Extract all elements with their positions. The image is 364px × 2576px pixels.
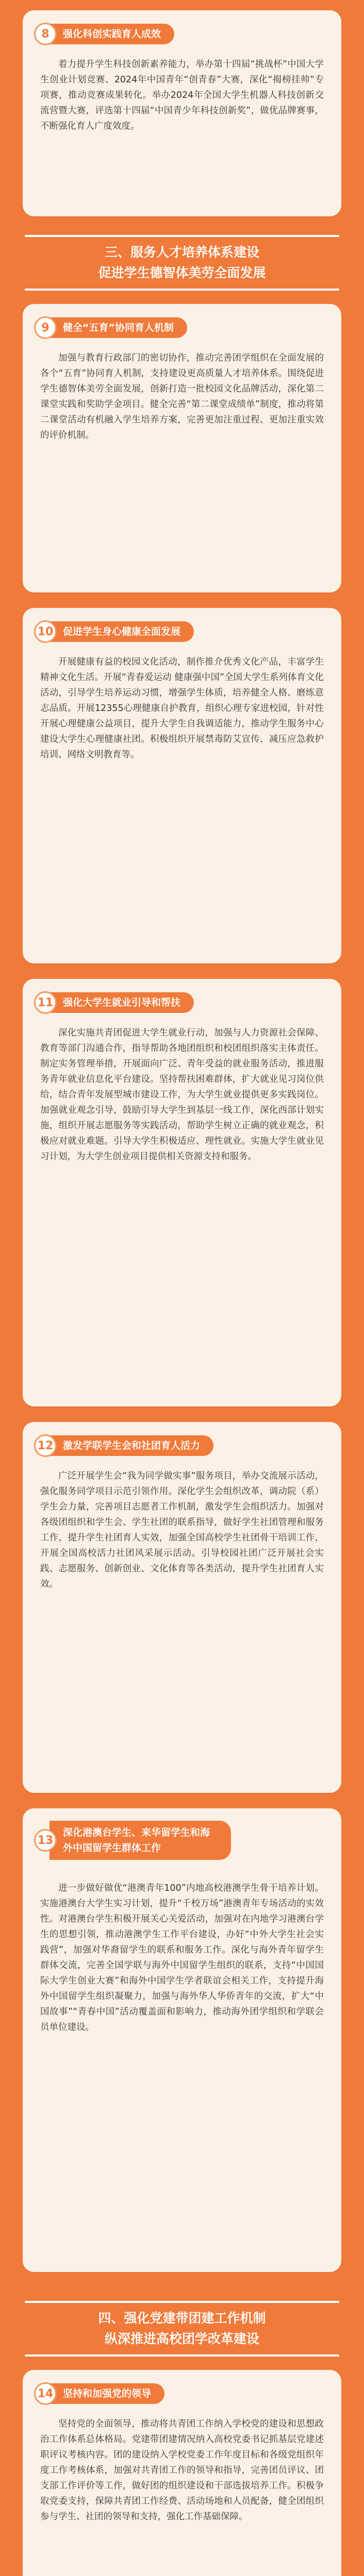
item-title: 促进学生身心健康全面发展 <box>49 621 194 642</box>
item-number-badge: 14 <box>34 2382 57 2405</box>
item-number-badge: 13 <box>34 1829 57 1852</box>
section-header-3 <box>25 242 339 283</box>
item-card-11 <box>23 979 341 1406</box>
item-text: 深化实施共青团促进大学生就业行动，加强与人力资源社会保障、教育等部门沟通合作，指导帮助各地团组织和校团组织落实主体责任。制定实务管理举措，开展面向广泛、青年受益的就业服务活动，推进服务青年就业信息化平台建设。坚持帮扶困难群体，扩大就业见习岗位供给，结合青年发展型城市建设工作，为大学生就业提供更多实践岗位。加强就业观念引导，鼓励引导大学生到基层一线工作，深化西部计划实施，组织开展志愿服务等实践活动，帮助学生树立正确的就业观念，积极应对就业难题。引导大学生积极适应、理性就业。实施大学生就业见习计划，为大学生创业项目提供相关资源支持和服务。 <box>40 1028 324 1162</box>
section-header-4 <box>25 2308 339 2349</box>
section-title-line2: 促进学生德智体美劳全面发展 <box>98 265 266 280</box>
item-card-10 <box>23 608 341 963</box>
item-card-8 <box>23 10 341 216</box>
section-divider <box>25 289 339 291</box>
item-title: 激发学联学生会和社团育人活力 <box>49 1435 213 1456</box>
item-card-14 <box>23 2370 341 2576</box>
item-number-badge: 9 <box>34 316 57 339</box>
item-text: 加强与教育行政部门的密切协作，推动完善团学组织在全面发展的各个“五育”协同育人机制，支持建设更高质量人才培养体系。围绕促进学生德智体美劳全面发展，创新打造一批校园文化品牌活动，深化第二课堂实践和奖助学金项目。健全完善“第二课堂成绩单”制度，推动将第二课堂活动有机融入学生培养方案，完善更加注重过程、更加注重实效的评价机制。 <box>40 353 324 440</box>
section-divider <box>25 235 339 237</box>
item-header <box>34 620 194 643</box>
item-title: 深化港澳台学生、来华留学生和海外中国留学生群体工作 <box>49 1821 231 1860</box>
item-number-badge: 11 <box>34 991 57 1014</box>
item-header <box>34 316 187 339</box>
item-text: 开展健康有益的校园文化活动，制作推介优秀文化产品，丰富学生精神文化生活。开展“青春爱运动 健康强中国”全国大学生系列体育文化活动，引导学生培养运动习惯，增强学生体质，培养健全人格、磨练意志品质。开展12355心理健康自护教育，组织心理专家进校园，针对性开展心理健康公益项目，提升大学生自我调适能力，推动学生服务中心建设大学生心理健康社团。积极组织开展禁毒防艾宣传、减压应急救护培训、网络文明教育等。 <box>40 657 324 760</box>
item-text: 着力提升学生科技创新素养能力，举办第十四届“挑战杯”中国大学生创业计划竞赛、2024年中国青年“创青春”大赛，深化“揭榜挂帅”专项赛，推动竞赛成果转化。举办2024年全国大学生机器人科技创新交流营暨大赛，评选第十四届“中国青少年科技创新奖”，做优品牌赛事，不断强化育人广度效度。 <box>40 59 324 131</box>
item-number-badge: 10 <box>34 620 57 643</box>
item-header <box>34 991 194 1014</box>
item-header <box>34 1434 213 1457</box>
section-divider <box>25 2301 339 2303</box>
item-text: 进一步做好做优“港澳青年100”内地高校港澳学生骨干培养计划。实施港澳台大学生实习计划，提升“千校万场”港澳青年专场活动的实效性。对港澳台学生积极开展关心关爱活动，加强对在内地学习港澳台学生的思想引领，推动港澳学生工作平台建设，办好“中外大学生社会实践营”，加强对华裔留学生的联系和服务工作。深化与海外青年留学生群体交流，完善全国学联与海外中国留学生组织的联系，支持“中国国际大学生创业大赛”和海外中国学生学者联谊会相关工作，支持提升海外中国留学生组织凝聚力，加强与海外华人华侨青年的交流，扩大“中国故事”“青春中国”活动覆盖面和影响力，推动海外团学组织和学联会员单位建设。 <box>40 1883 324 2032</box>
item-number-badge: 8 <box>34 23 57 45</box>
section-title-line1: 四、强化党建带团建工作机制 <box>98 2311 266 2326</box>
item-header <box>34 1821 231 1860</box>
item-title: 健全“五育”协同育人机制 <box>49 317 187 338</box>
item-text: 广泛开展学生会“我为同学做实事”服务项目，举办交流展示活动，强化服务同学项目示范引领作用。深化学生会组织改革，调动院（系）学生会力量，完善项目志愿者工作机制，激发学生会组织活力。加强对各级团组织和学生会、学生社团的联系指导，做好学生社团管理和服务工作，提升学生社团育人实效，加强全国高校学生社团骨干培训工作，开展全国高校活力社团风采展示活动。引导校园社团广泛开展社会实践、志愿服务、创新创业、文化体育等各类活动，提升学生社团育人实效。 <box>40 1471 324 1589</box>
item-text: 坚持党的全面领导，推动将共青团工作纳入学校党的建设和思想政治工作体系总体格局。党建带团建情况纳入高校党委书记抓基层党建述职评议考核内容。团的建设纳入学校党委工作年度目标和各级党组织年度工作考核体系，加强对共青团工作的领导和指导，完善团员评议、团支部工作评价等工作，做好团的组织建设和干部选拔培养工作。积极争取党委支持，保障共青团工作经费、活动场地和人员配备，健全团组织参与学生、社团的领导和支持，强化工作基础保障。 <box>40 2419 324 2522</box>
section-title-line1: 三、服务人才培养体系建设 <box>104 245 259 260</box>
item-title: 强化科创实践育人成效 <box>49 24 174 44</box>
item-card-9 <box>23 304 341 592</box>
item-card-13 <box>23 1808 341 2272</box>
item-header <box>34 23 174 45</box>
item-card-12 <box>23 1422 341 1793</box>
item-number-badge: 12 <box>34 1434 57 1457</box>
section-title-line2: 纵深推进高校团学改革建设 <box>104 2331 259 2346</box>
item-header <box>34 2382 164 2405</box>
section-divider <box>25 2354 339 2357</box>
item-title: 坚持和加强党的领导 <box>49 2383 164 2404</box>
item-title: 强化大学生就业引导和帮扶 <box>49 992 194 1013</box>
